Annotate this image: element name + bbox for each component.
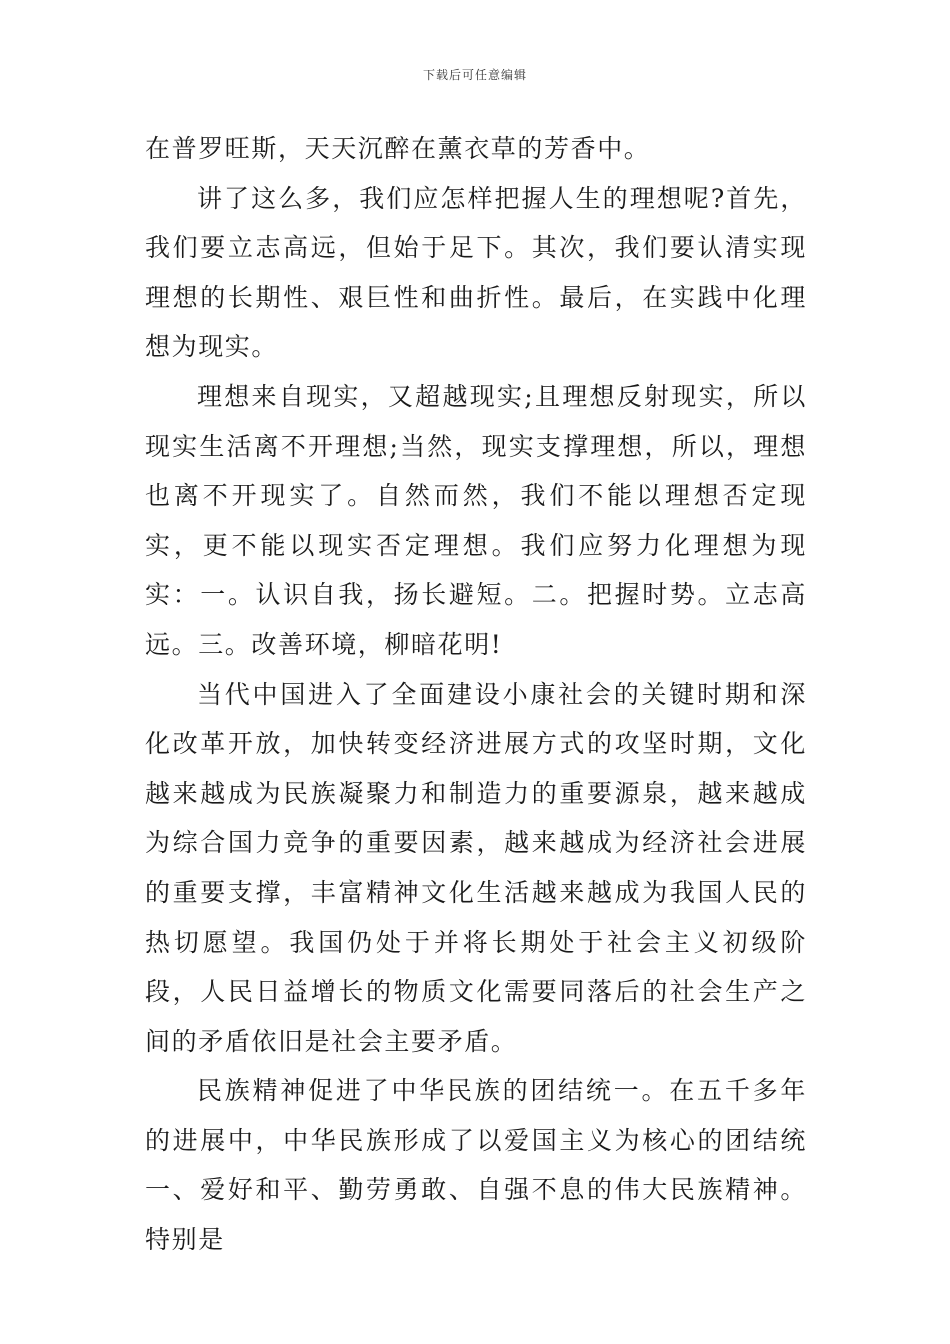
paragraph-2: 讲了这么多，我们应怎样把握人生的理想呢?首先，我们要立志高远，但始于足下。其次，我们要认清实现理想的长期性、艰巨性和曲折性。最后，在实践中化理想为现实。: [145, 183, 807, 362]
paragraph-5: 民族精神促进了中华民族的团结统一。在五千多年的进展中，中华民族形成了以爱国主义为核心的团结统一、爱好和平、勤劳勇敢、自强不息的伟大民族精神。特别是: [145, 1076, 807, 1255]
paragraph-1: 在普罗旺斯，天天沉醉在薰衣草的芳香中。: [145, 134, 651, 163]
paragraph-3: 理想来自现实，又超越现实;且理想反射现实，所以现实生活离不开理想;当然，现实支撑理想，所以，理想也离不开现实了。自然而然，我们不能以理想否定现实，更不能以现实否定理想。我们应努力化理想为现实：一。认识自我，扬长避短。二。把握时势。立志高远。三。改善环境，柳暗花明!: [145, 381, 807, 659]
paragraph-4: 当代中国进入了全面建设小康社会的关键时期和深化改革开放，加快转变经济进展方式的攻坚时期，文化越来越成为民族凝聚力和制造力的重要源泉，越来越成为综合国力竞争的重要因素，越来越成为经济社会进展的重要支撑，丰富精神文化生活越来越成为我国人民的热切愿望。我国仍处于并将长期处于社会主义初级阶段，人民日益增长的物质文化需要同落后的社会生产之间的矛盾依旧是社会主要矛盾。: [145, 679, 807, 1056]
document-body: [145, 124, 807, 1265]
page-header-note: 下载后可任意编辑: [422, 68, 527, 82]
